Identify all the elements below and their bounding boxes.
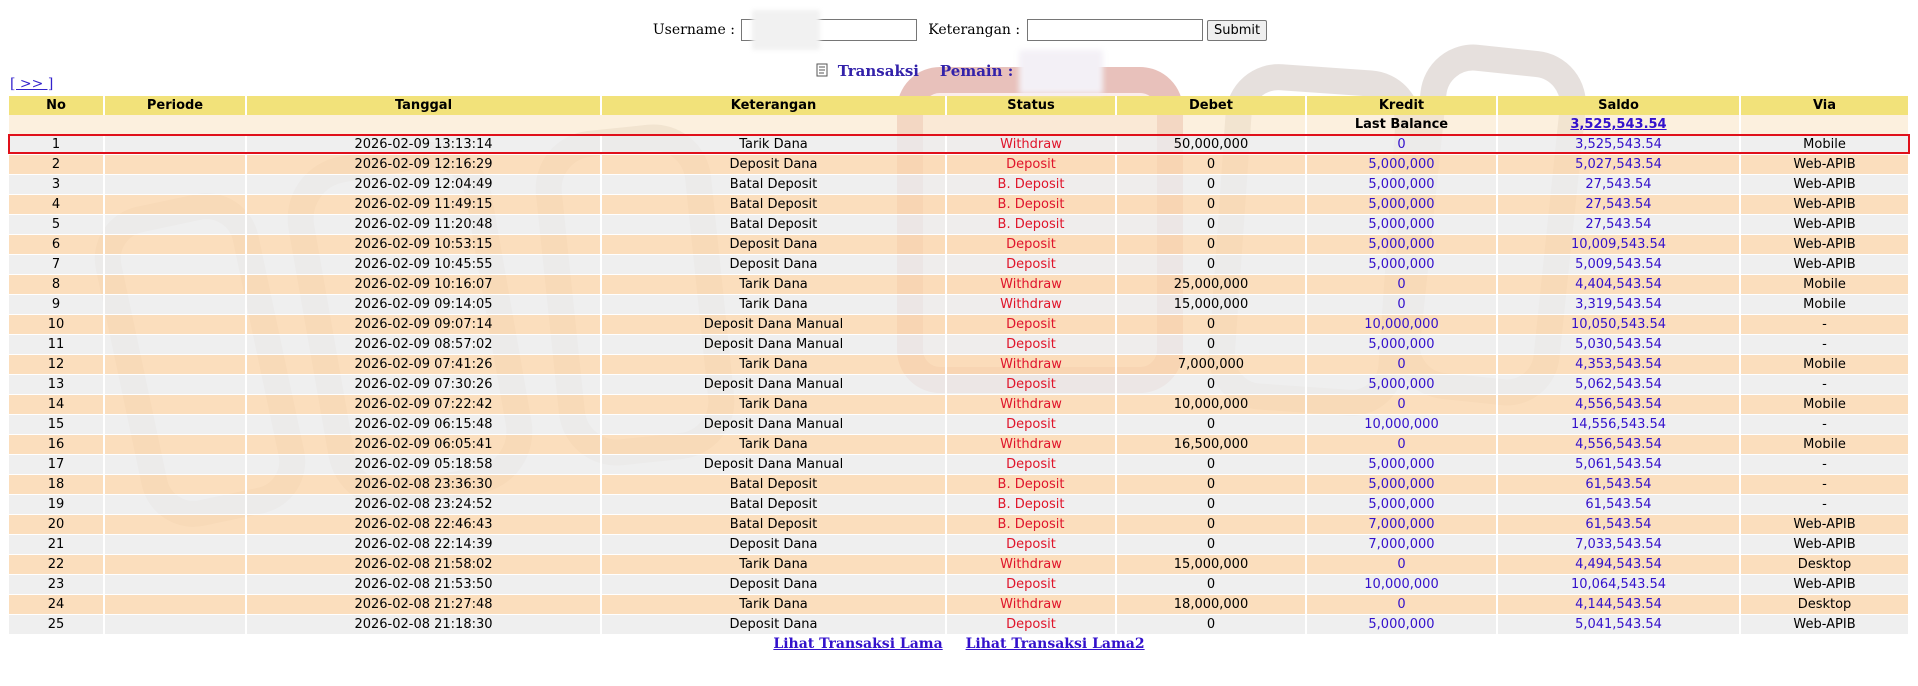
cell-kredit: 7,000,000 xyxy=(1306,535,1497,555)
cell-saldo: 4,353,543.54 xyxy=(1497,355,1740,375)
cell-periode xyxy=(104,435,246,455)
cell-periode xyxy=(104,395,246,415)
cell-debet: 0 xyxy=(1116,475,1306,495)
cell-kredit: 5,000,000 xyxy=(1306,195,1497,215)
cell-status: Deposit xyxy=(946,255,1116,275)
cell-no: 4 xyxy=(9,195,104,215)
cell-periode xyxy=(104,455,246,475)
cell-kredit: 0 xyxy=(1306,355,1497,375)
table-row xyxy=(9,195,1909,215)
cell-keterangan: Deposit Dana Manual xyxy=(601,455,946,475)
cell-kredit: 5,000,000 xyxy=(1306,175,1497,195)
cell-periode xyxy=(104,475,246,495)
old-transactions-link-2[interactable]: Lihat Transaksi Lama2 xyxy=(965,636,1145,652)
cell-debet: 0 xyxy=(1116,515,1306,535)
cell-tanggal: 2026-02-08 23:24:52 xyxy=(246,495,601,515)
cell-via: - xyxy=(1740,315,1909,335)
cell-periode xyxy=(104,555,246,575)
cell-no: 13 xyxy=(9,375,104,395)
search-form xyxy=(0,10,1918,50)
cell-no: 24 xyxy=(9,595,104,615)
cell-kredit: 5,000,000 xyxy=(1306,455,1497,475)
cell-periode xyxy=(104,615,246,635)
table-row xyxy=(9,595,1909,615)
cell-status: Deposit xyxy=(946,535,1116,555)
cell-kredit: 5,000,000 xyxy=(1306,475,1497,495)
cell-saldo: 7,033,543.54 xyxy=(1497,535,1740,555)
cell-via: - xyxy=(1740,375,1909,395)
cell-periode xyxy=(104,355,246,375)
cell-keterangan: Deposit Dana xyxy=(601,615,946,635)
cell-periode xyxy=(104,515,246,535)
cell-no: 16 xyxy=(9,435,104,455)
cell-periode xyxy=(104,315,246,335)
cell-no: 3 xyxy=(9,175,104,195)
cell-debet: 0 xyxy=(1116,575,1306,595)
cell-debet: 7,000,000 xyxy=(1116,355,1306,375)
cell-status: Withdraw xyxy=(946,295,1116,315)
cell-keterangan: Tarik Dana xyxy=(601,555,946,575)
cell-status: Withdraw xyxy=(946,395,1116,415)
cell-keterangan: Batal Deposit xyxy=(601,475,946,495)
cell-no: 2 xyxy=(9,155,104,175)
cell-periode xyxy=(104,295,246,315)
cell-kredit: 0 xyxy=(1306,135,1497,155)
cell-kredit: 5,000,000 xyxy=(1306,375,1497,395)
cell-status: Deposit xyxy=(946,575,1116,595)
cell-no: 7 xyxy=(9,255,104,275)
cell-via: Web-APIB xyxy=(1740,535,1909,555)
cell-no: 9 xyxy=(9,295,104,315)
cell-periode xyxy=(104,415,246,435)
last-balance-row xyxy=(9,115,1909,135)
cell-status: Withdraw xyxy=(946,555,1116,575)
cell-via: Mobile xyxy=(1740,435,1909,455)
cell-via: - xyxy=(1740,455,1909,475)
cell-periode xyxy=(104,535,246,555)
cell-keterangan: Deposit Dana xyxy=(601,235,946,255)
cell-tanggal: 2026-02-09 10:16:07 xyxy=(246,275,601,295)
cell-keterangan: Deposit Dana xyxy=(601,155,946,175)
cell-via: Mobile xyxy=(1740,295,1909,315)
cell-debet: 0 xyxy=(1116,535,1306,555)
cell-status: Withdraw xyxy=(946,595,1116,615)
cell-via: Desktop xyxy=(1740,595,1909,615)
cell-debet: 18,000,000 xyxy=(1116,595,1306,615)
cell-no: 10 xyxy=(9,315,104,335)
cell-keterangan: Tarik Dana xyxy=(601,595,946,615)
cell-kredit: 5,000,000 xyxy=(1306,615,1497,635)
cell-keterangan: Batal Deposit xyxy=(601,215,946,235)
footer-links xyxy=(0,636,1918,652)
last-balance-value[interactable]: 3,525,543.54 xyxy=(1570,117,1667,132)
cell-debet: 15,000,000 xyxy=(1116,555,1306,575)
document-icon xyxy=(815,63,829,77)
submit-button[interactable]: Submit xyxy=(1207,20,1267,41)
cell-saldo: 61,543.54 xyxy=(1497,515,1740,535)
cell-status: B. Deposit xyxy=(946,175,1116,195)
cell-periode xyxy=(104,255,246,275)
cell-kredit: 7,000,000 xyxy=(1306,515,1497,535)
cell-saldo: 4,494,543.54 xyxy=(1497,555,1740,575)
cell-periode xyxy=(104,375,246,395)
cell-keterangan: Tarik Dana xyxy=(601,295,946,315)
table-row xyxy=(9,355,1909,375)
cell-no: 25 xyxy=(9,615,104,635)
cell-saldo: 61,543.54 xyxy=(1497,495,1740,515)
username-label: Username : xyxy=(652,22,735,38)
cell-tanggal: 2026-02-09 11:49:15 xyxy=(246,195,601,215)
cell-no: 19 xyxy=(9,495,104,515)
cell-saldo: 10,050,543.54 xyxy=(1497,315,1740,335)
col-keterangan[interactable]: Keterangan xyxy=(601,96,946,115)
table-row xyxy=(9,555,1909,575)
table-row xyxy=(9,215,1909,235)
cell-debet: 15,000,000 xyxy=(1116,295,1306,315)
cell-keterangan: Tarik Dana xyxy=(601,395,946,415)
cell-no: 22 xyxy=(9,555,104,575)
table-row xyxy=(9,535,1909,555)
cell-debet: 0 xyxy=(1116,215,1306,235)
cell-keterangan: Deposit Dana Manual xyxy=(601,375,946,395)
cell-no: 15 xyxy=(9,415,104,435)
table-row xyxy=(9,175,1909,195)
cell-keterangan: Batal Deposit xyxy=(601,495,946,515)
table-row xyxy=(9,155,1909,175)
cell-via: - xyxy=(1740,415,1909,435)
cell-no: 6 xyxy=(9,235,104,255)
cell-tanggal: 2026-02-08 22:14:39 xyxy=(246,535,601,555)
cell-via: Web-APIB xyxy=(1740,255,1909,275)
next-page-link[interactable]: [ >> ] xyxy=(10,76,54,92)
col-tanggal[interactable]: Tanggal xyxy=(246,96,601,115)
cell-via: Mobile xyxy=(1740,395,1909,415)
keterangan-input[interactable] xyxy=(1027,19,1203,41)
col-periode[interactable]: Periode xyxy=(104,96,246,115)
cell-status: Deposit xyxy=(946,455,1116,475)
cell-tanggal: 2026-02-09 12:04:49 xyxy=(246,175,601,195)
cell-kredit: 0 xyxy=(1306,435,1497,455)
cell-saldo: 5,009,543.54 xyxy=(1497,255,1740,275)
cell-periode xyxy=(104,335,246,355)
cell-tanggal: 2026-02-09 07:30:26 xyxy=(246,375,601,395)
cell-status: Deposit xyxy=(946,375,1116,395)
cell-status: B. Deposit xyxy=(946,215,1116,235)
cell-via: Web-APIB xyxy=(1740,175,1909,195)
cell-debet: 0 xyxy=(1116,415,1306,435)
cell-tanggal: 2026-02-08 23:36:30 xyxy=(246,475,601,495)
cell-keterangan: Deposit Dana xyxy=(601,575,946,595)
cell-keterangan: Batal Deposit xyxy=(601,175,946,195)
cell-no: 8 xyxy=(9,275,104,295)
cell-debet: 0 xyxy=(1116,255,1306,275)
table-row xyxy=(9,315,1909,335)
cell-no: 18 xyxy=(9,475,104,495)
page-subheader xyxy=(0,50,1918,94)
cell-periode xyxy=(104,155,246,175)
cell-status: B. Deposit xyxy=(946,475,1116,495)
cell-tanggal: 2026-02-09 13:13:14 xyxy=(246,135,601,155)
table-row xyxy=(9,275,1909,295)
cell-saldo: 10,064,543.54 xyxy=(1497,575,1740,595)
cell-via: - xyxy=(1740,335,1909,355)
table-row xyxy=(9,435,1909,455)
cell-status: Withdraw xyxy=(946,135,1116,155)
cell-no: 20 xyxy=(9,515,104,535)
cell-debet: 0 xyxy=(1116,235,1306,255)
cell-no: 21 xyxy=(9,535,104,555)
keterangan-label: Keterangan : xyxy=(928,22,1021,38)
cell-tanggal: 2026-02-09 11:20:48 xyxy=(246,215,601,235)
cell-via: Web-APIB xyxy=(1740,235,1909,255)
cell-periode xyxy=(104,275,246,295)
cell-no: 17 xyxy=(9,455,104,475)
cell-periode xyxy=(104,195,246,215)
cell-debet: 0 xyxy=(1116,335,1306,355)
redacted-username-overlay xyxy=(752,10,820,50)
cell-via: Web-APIB xyxy=(1740,215,1909,235)
cell-kredit: 5,000,000 xyxy=(1306,215,1497,235)
cell-keterangan: Batal Deposit xyxy=(601,195,946,215)
cell-periode xyxy=(104,175,246,195)
cell-status: B. Deposit xyxy=(946,495,1116,515)
table-row xyxy=(9,235,1909,255)
table-row xyxy=(9,395,1909,415)
cell-periode xyxy=(104,595,246,615)
cell-saldo: 5,027,543.54 xyxy=(1497,155,1740,175)
cell-saldo: 5,041,543.54 xyxy=(1497,615,1740,635)
col-saldo[interactable]: Saldo xyxy=(1497,96,1740,115)
cell-tanggal: 2026-02-09 09:07:14 xyxy=(246,315,601,335)
cell-kredit: 5,000,000 xyxy=(1306,235,1497,255)
cell-saldo: 5,061,543.54 xyxy=(1497,455,1740,475)
table-row xyxy=(9,255,1909,275)
cell-tanggal: 2026-02-08 21:27:48 xyxy=(246,595,601,615)
cell-tanggal: 2026-02-08 21:53:50 xyxy=(246,575,601,595)
cell-kredit: 10,000,000 xyxy=(1306,415,1497,435)
cell-periode xyxy=(104,215,246,235)
cell-saldo: 3,319,543.54 xyxy=(1497,295,1740,315)
cell-via: Web-APIB xyxy=(1740,575,1909,595)
cell-saldo: 4,556,543.54 xyxy=(1497,435,1740,455)
cell-saldo: 5,030,543.54 xyxy=(1497,335,1740,355)
redacted-pemain-overlay xyxy=(1019,50,1103,94)
cell-saldo: 27,543.54 xyxy=(1497,195,1740,215)
cell-no: 14 xyxy=(9,395,104,415)
cell-status: Withdraw xyxy=(946,275,1116,295)
cell-debet: 0 xyxy=(1116,615,1306,635)
cell-kredit: 5,000,000 xyxy=(1306,255,1497,275)
cell-periode xyxy=(104,575,246,595)
transaksi-label[interactable]: Transaksi xyxy=(837,62,920,80)
col-status[interactable]: Status xyxy=(946,96,1116,115)
cell-kredit: 0 xyxy=(1306,595,1497,615)
cell-kredit: 10,000,000 xyxy=(1306,575,1497,595)
cell-keterangan: Tarik Dana xyxy=(601,135,946,155)
table-row xyxy=(9,515,1909,535)
cell-status: Deposit xyxy=(946,615,1116,635)
cell-debet: 0 xyxy=(1116,155,1306,175)
cell-tanggal: 2026-02-08 21:18:30 xyxy=(246,615,601,635)
col-debet[interactable]: Debet xyxy=(1116,96,1306,115)
cell-debet: 25,000,000 xyxy=(1116,275,1306,295)
cell-debet: 0 xyxy=(1116,315,1306,335)
cell-saldo: 61,543.54 xyxy=(1497,475,1740,495)
table-header xyxy=(9,96,1909,115)
cell-keterangan: Batal Deposit xyxy=(601,515,946,535)
table-row xyxy=(9,495,1909,515)
cell-via: - xyxy=(1740,475,1909,495)
old-transactions-link[interactable]: Lihat Transaksi Lama xyxy=(773,636,943,652)
cell-kredit: 0 xyxy=(1306,555,1497,575)
cell-via: Web-APIB xyxy=(1740,195,1909,215)
table-row xyxy=(9,335,1909,355)
cell-tanggal: 2026-02-09 06:05:41 xyxy=(246,435,601,455)
col-kredit[interactable]: Kredit xyxy=(1306,96,1497,115)
cell-status: Deposit xyxy=(946,335,1116,355)
cell-via: Web-APIB xyxy=(1740,515,1909,535)
cell-via: Mobile xyxy=(1740,135,1909,155)
cell-debet: 16,500,000 xyxy=(1116,435,1306,455)
cell-kredit: 5,000,000 xyxy=(1306,335,1497,355)
col-via[interactable]: Via xyxy=(1740,96,1909,115)
cell-saldo: 10,009,543.54 xyxy=(1497,235,1740,255)
cell-status: B. Deposit xyxy=(946,515,1116,535)
cell-keterangan: Deposit Dana Manual xyxy=(601,335,946,355)
cell-tanggal: 2026-02-09 10:53:15 xyxy=(246,235,601,255)
cell-status: Deposit xyxy=(946,415,1116,435)
cell-keterangan: Deposit Dana Manual xyxy=(601,315,946,335)
cell-tanggal: 2026-02-09 05:18:58 xyxy=(246,455,601,475)
cell-kredit: 10,000,000 xyxy=(1306,315,1497,335)
cell-keterangan: Deposit Dana Manual xyxy=(601,415,946,435)
cell-kredit: 0 xyxy=(1306,395,1497,415)
table-row xyxy=(9,575,1909,595)
cell-saldo: 3,525,543.54 xyxy=(1497,135,1740,155)
cell-via: Web-APIB xyxy=(1740,615,1909,635)
cell-via: Desktop xyxy=(1740,555,1909,575)
cell-status: Withdraw xyxy=(946,355,1116,375)
cell-via: - xyxy=(1740,495,1909,515)
cell-no: 12 xyxy=(9,355,104,375)
cell-keterangan: Deposit Dana xyxy=(601,535,946,555)
cell-tanggal: 2026-02-09 07:41:26 xyxy=(246,355,601,375)
cell-saldo: 4,404,543.54 xyxy=(1497,275,1740,295)
cell-periode xyxy=(104,135,246,155)
cell-status: Deposit xyxy=(946,235,1116,255)
cell-via: Mobile xyxy=(1740,275,1909,295)
cell-kredit: 0 xyxy=(1306,275,1497,295)
cell-tanggal: 2026-02-09 08:57:02 xyxy=(246,335,601,355)
cell-kredit: 0 xyxy=(1306,295,1497,315)
cell-status: Deposit xyxy=(946,155,1116,175)
cell-no: 5 xyxy=(9,215,104,235)
table-row xyxy=(9,615,1909,635)
table-row xyxy=(9,475,1909,495)
cell-saldo: 27,543.54 xyxy=(1497,175,1740,195)
cell-tanggal: 2026-02-09 10:45:55 xyxy=(246,255,601,275)
cell-kredit: 5,000,000 xyxy=(1306,155,1497,175)
cell-tanggal: 2026-02-09 07:22:42 xyxy=(246,395,601,415)
pemain-label: Pemain : xyxy=(939,62,1014,80)
last-balance-label: Last Balance xyxy=(1306,115,1497,135)
cell-status: B. Deposit xyxy=(946,195,1116,215)
transaction-table xyxy=(9,96,1910,635)
cell-debet: 10,000,000 xyxy=(1116,395,1306,415)
table-row xyxy=(9,415,1909,435)
table-row xyxy=(9,295,1909,315)
cell-debet: 0 xyxy=(1116,455,1306,475)
cell-status: Deposit xyxy=(946,315,1116,335)
cell-saldo: 4,144,543.54 xyxy=(1497,595,1740,615)
cell-keterangan: Tarik Dana xyxy=(601,355,946,375)
table-row xyxy=(9,135,1909,155)
cell-keterangan: Tarik Dana xyxy=(601,435,946,455)
table-row xyxy=(9,455,1909,475)
cell-tanggal: 2026-02-08 22:46:43 xyxy=(246,515,601,535)
cell-debet: 50,000,000 xyxy=(1116,135,1306,155)
cell-kredit: 5,000,000 xyxy=(1306,495,1497,515)
cell-tanggal: 2026-02-08 21:58:02 xyxy=(246,555,601,575)
cell-no: 11 xyxy=(9,335,104,355)
cell-periode xyxy=(104,235,246,255)
col-no[interactable]: No xyxy=(9,96,104,115)
cell-keterangan: Tarik Dana xyxy=(601,275,946,295)
cell-keterangan: Deposit Dana xyxy=(601,255,946,275)
cell-debet: 0 xyxy=(1116,495,1306,515)
cell-saldo: 5,062,543.54 xyxy=(1497,375,1740,395)
cell-status: Withdraw xyxy=(946,435,1116,455)
cell-saldo: 14,556,543.54 xyxy=(1497,415,1740,435)
cell-via: Web-APIB xyxy=(1740,155,1909,175)
cell-tanggal: 2026-02-09 06:15:48 xyxy=(246,415,601,435)
cell-tanggal: 2026-02-09 09:14:05 xyxy=(246,295,601,315)
cell-no: 1 xyxy=(9,135,104,155)
cell-via: Mobile xyxy=(1740,355,1909,375)
cell-debet: 0 xyxy=(1116,175,1306,195)
cell-saldo: 4,556,543.54 xyxy=(1497,395,1740,415)
cell-debet: 0 xyxy=(1116,195,1306,215)
cell-saldo: 27,543.54 xyxy=(1497,215,1740,235)
table-row xyxy=(9,375,1909,395)
cell-debet: 0 xyxy=(1116,375,1306,395)
cell-no: 23 xyxy=(9,575,104,595)
cell-tanggal: 2026-02-09 12:16:29 xyxy=(246,155,601,175)
cell-periode xyxy=(104,495,246,515)
